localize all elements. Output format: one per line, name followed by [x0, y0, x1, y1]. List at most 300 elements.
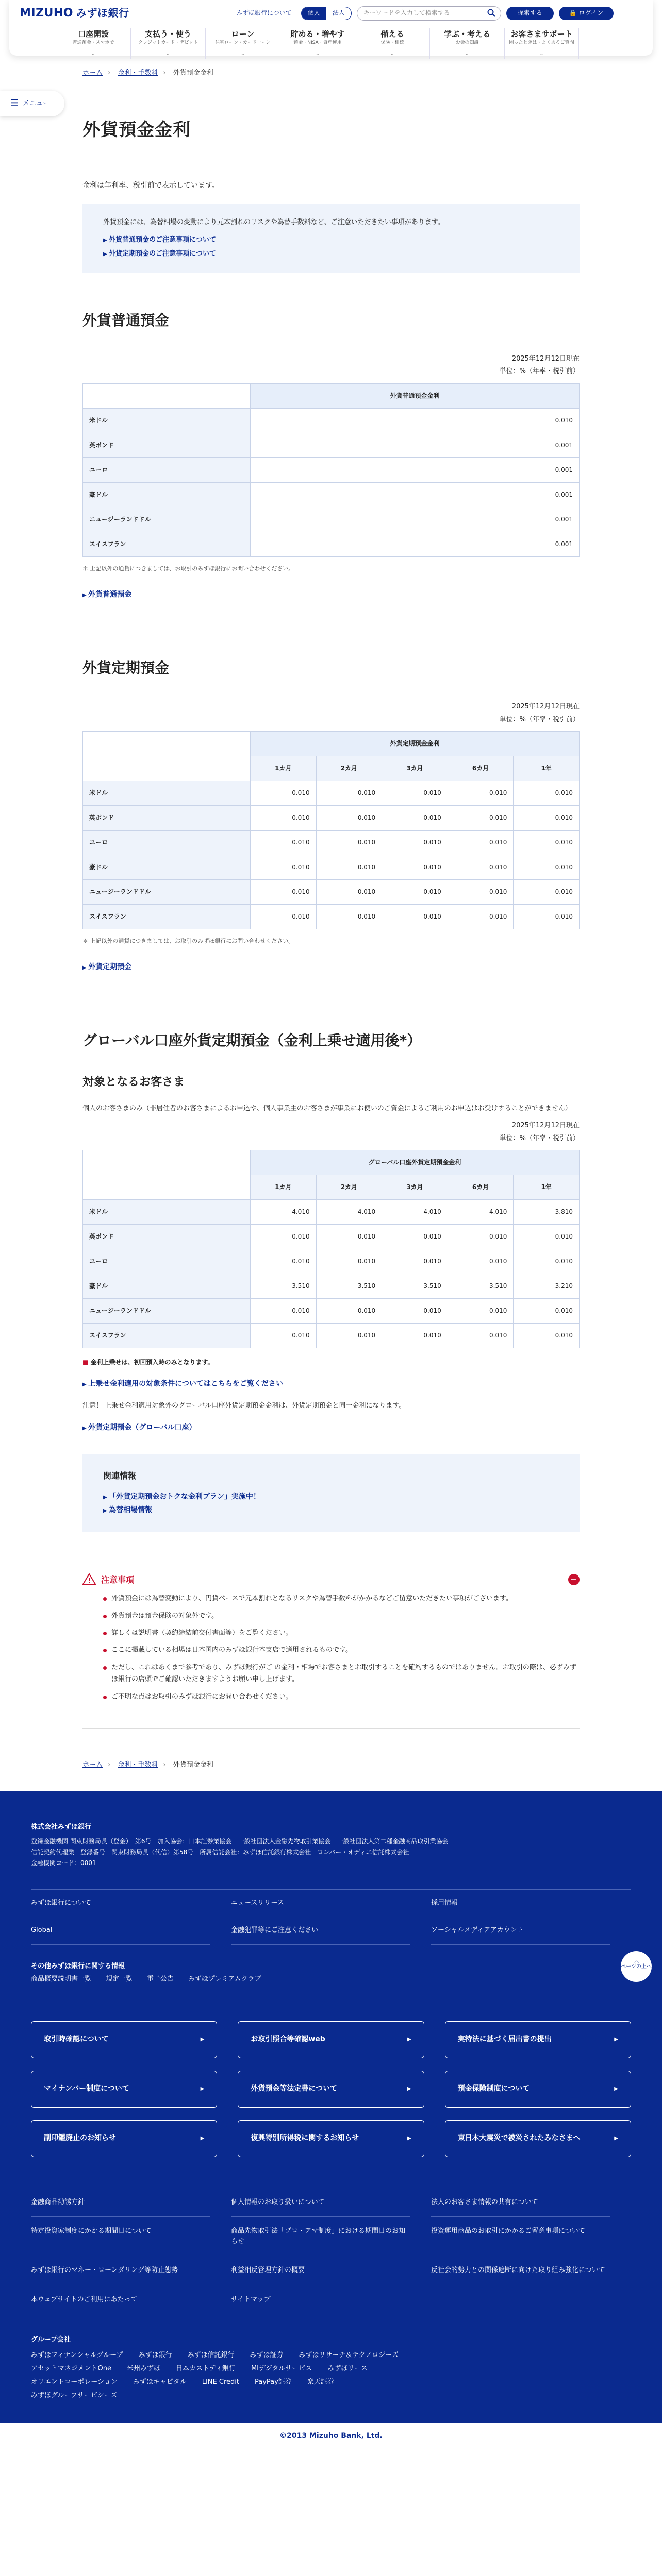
table-header-row	[83, 1175, 580, 1200]
group-company-link[interactable]: 楽天証券	[307, 2378, 334, 2386]
rate-date: 2025年12月12日現在	[511, 702, 580, 710]
policy-link[interactable]: サイトマップ	[231, 2285, 410, 2315]
teiki-table	[82, 731, 580, 929]
rate-cell: 3.210	[514, 1274, 580, 1299]
rate-cell: 0.010	[251, 781, 317, 806]
policy-link[interactable]: 投資運用商品のお取引にかかるご留意事項について	[431, 2217, 610, 2256]
rate-cell: 0.010	[448, 781, 514, 806]
nav-item-sub: 住宅ローン・カードローン	[215, 40, 271, 45]
breadcrumb-rates[interactable]: 金利・手数料	[118, 69, 158, 77]
rate-cell: 0.010	[251, 855, 317, 880]
rate-cell: 0.001	[251, 483, 580, 507]
rate-meta	[82, 353, 580, 378]
currency-cell: 豪ドル	[83, 855, 251, 880]
group-company-link[interactable]: アセットマネジメントOne	[31, 2364, 111, 2372]
rate-cell: 0.010	[251, 831, 317, 855]
table-row	[83, 1324, 580, 1348]
column-header: 1カ月	[251, 756, 317, 781]
rate-cell: 0.010	[514, 831, 580, 855]
rate-cell: 3.510	[251, 1274, 317, 1299]
notice-button-label: お取引照合等確認web	[251, 2035, 325, 2044]
logo-jp: みずほ銀行	[76, 7, 129, 19]
section-heading: 外貨定期預金	[82, 659, 170, 677]
column-header: 1年	[514, 1175, 580, 1200]
table-footnote: ＊ 上記以外の通貨につきましては、お取引のみずほ銀行にお問い合わせください。	[82, 565, 294, 572]
rate-cell: 3.510	[382, 1274, 448, 1299]
breadcrumb-home[interactable]: ホーム	[82, 69, 103, 77]
group-company-link[interactable]: MIデジタルサービス	[251, 2364, 312, 2372]
table-header-row	[83, 756, 580, 781]
rate-cell: 0.010	[316, 781, 382, 806]
condition-link[interactable]: ▶ 上乗せ金利適用の対象条件についてはこちらをご覧ください	[82, 1378, 580, 1389]
group-company-link[interactable]: 日本カストディ銀行	[175, 2364, 236, 2372]
group-company-link[interactable]: みずほグループサービシーズ	[31, 2391, 118, 2399]
table-corner	[83, 1150, 251, 1175]
table-corner	[83, 732, 251, 756]
footer-link[interactable]: Global	[31, 1917, 210, 1945]
caution-header[interactable]	[82, 1573, 580, 1587]
table-row	[83, 905, 580, 929]
header-card	[9, 0, 653, 56]
column-header: 3カ月	[382, 756, 448, 781]
currency-cell: ニュージーランドドル	[83, 1299, 251, 1324]
rate-meta	[82, 701, 580, 726]
rate-cell: 0.010	[316, 905, 382, 929]
group-companies	[31, 2335, 631, 2423]
caution-list	[82, 1592, 580, 1703]
table-row	[83, 433, 580, 458]
chevron-down-icon: ⌄	[539, 50, 544, 57]
teiki-link[interactable]: ▶ 外貨定期預金	[82, 961, 580, 973]
currency-cell: ニュージーランドドル	[83, 507, 251, 532]
table-corner	[83, 1175, 251, 1200]
section-heading: グローバル口座外貨定期預金（金利上乗せ適用後*）	[82, 1032, 422, 1049]
rate-cell: 0.010	[251, 880, 317, 905]
table-row	[83, 458, 580, 483]
rate-cell: 0.010	[251, 1225, 317, 1249]
table-row	[83, 1299, 580, 1324]
chevron-right-icon: ›	[163, 69, 166, 77]
policy-link[interactable]: 個人情報のお取り扱いについて	[231, 2188, 410, 2217]
menu-button[interactable]	[0, 91, 64, 116]
group-title: グループ会社	[31, 2336, 71, 2344]
footer-link[interactable]: 金融犯罪等にご注意ください	[231, 1917, 410, 1945]
related-title: 関連情報	[103, 1471, 137, 1481]
triangle-right-icon: ▶	[407, 2135, 411, 2141]
nav-item-title: 貯める・増やす	[290, 29, 345, 39]
lock-icon: 🔒	[569, 9, 579, 17]
currency-cell: スイスフラン	[83, 1324, 251, 1348]
caution-item: 外貨預金には為替変動により、円貨ベースで元本割れとなるリスクや為替手数料がかかるなどご留意いただきたい事項がございます。	[103, 1592, 580, 1604]
rate-cell: 0.010	[251, 409, 580, 433]
nav-item[interactable]	[504, 28, 579, 59]
caution-item: ここに掲載している相場は日本国内のみずほ銀行本支店で適用されるものです。	[103, 1644, 580, 1656]
footer-link[interactable]: 採用情報	[431, 1890, 610, 1918]
nav-item[interactable]	[130, 28, 205, 59]
notice-button[interactable]	[445, 2021, 631, 2058]
nav-item[interactable]	[280, 28, 355, 59]
rate-meta	[82, 1120, 580, 1145]
rate-date: 2025年12月12日現在	[511, 1122, 580, 1130]
group-row	[31, 2362, 631, 2376]
notice-button-label: 実特法に基づく届出書の提出	[457, 2035, 552, 2044]
warning-icon	[82, 1573, 96, 1585]
group-company-link[interactable]: みずほ銀行	[138, 2351, 172, 2359]
currency-cell: スイスフラン	[83, 905, 251, 929]
copyright: ©2013 Mizuho Bank, Ltd.	[0, 2423, 662, 2452]
section-futsu	[82, 309, 580, 600]
notice-button[interactable]	[445, 2071, 631, 2108]
notice-button-label: 東日本大震災で被災されたみなさまへ	[457, 2134, 581, 2143]
rate-cell: 0.010	[382, 781, 448, 806]
notice-box	[82, 204, 580, 273]
notice-button[interactable]	[445, 2120, 631, 2157]
column-header: 2カ月	[316, 756, 382, 781]
table-caption: 外貨普通預金金利	[251, 384, 580, 409]
rate-cell: 4.010	[448, 1200, 514, 1225]
main-nav	[56, 28, 579, 59]
group-company-link[interactable]: みずほキャピタル	[133, 2378, 187, 2386]
chevron-down-icon: ⌄	[465, 50, 470, 57]
policy-link[interactable]: 反社会的勢力との関係遮断に向けた取り組み強化について	[431, 2256, 610, 2285]
nav-item-sub: 預金・NISA・資産運用	[293, 40, 342, 45]
table-row	[83, 483, 580, 507]
column-header: 1年	[514, 756, 580, 781]
rate-cell: 0.010	[382, 1249, 448, 1274]
group-company-link[interactable]: 米州みずほ	[126, 2364, 160, 2372]
rate-cell: 0.010	[382, 831, 448, 855]
rate-cell: 0.010	[251, 1324, 317, 1348]
nav-item-title: 支払う・使う	[144, 29, 191, 39]
notice-button[interactable]	[31, 2021, 217, 2058]
caution-item: 詳しくは説明書（契約締結前交付書面等）をご覧ください。	[103, 1627, 580, 1639]
group-company-link[interactable]: オリエントコーポレーション	[31, 2378, 118, 2386]
table-row	[83, 1274, 580, 1299]
top-nav	[236, 6, 614, 21]
rate-cell: 0.010	[316, 880, 382, 905]
table-row	[83, 1200, 580, 1225]
currency-cell: ユーロ	[83, 1249, 251, 1274]
main-content	[0, 116, 662, 1729]
notice-button[interactable]	[238, 2071, 424, 2108]
nav-item[interactable]	[429, 28, 504, 59]
table-row	[83, 507, 580, 532]
rate-cell: 0.010	[251, 1299, 317, 1324]
notice-button[interactable]	[238, 2021, 424, 2058]
table-row	[83, 855, 580, 880]
rate-cell: 0.010	[251, 806, 317, 831]
rate-cell: 0.010	[448, 1225, 514, 1249]
currency-cell: 米ドル	[83, 1200, 251, 1225]
table-corner	[83, 756, 251, 781]
nav-item-sub: 困ったときは・よくあるご質問	[509, 40, 574, 45]
group-company-link[interactable]: みずほフィナンシャルグループ	[31, 2351, 123, 2359]
search-button[interactable]: 探索する	[506, 7, 554, 20]
currency-cell: ニュージーランドドル	[83, 880, 251, 905]
currency-cell: ユーロ	[83, 458, 251, 483]
table-row	[83, 1225, 580, 1249]
rate-cell: 0.010	[448, 880, 514, 905]
nav-item[interactable]	[56, 28, 130, 59]
bonus-note: ■ 金利上乗せは、初回預入時のみとなります。	[82, 1358, 580, 1367]
company-info-line: 金融機関コード：0001	[31, 1859, 96, 1867]
chevron-down-icon: ⌄	[315, 50, 320, 57]
rate-cell: 0.001	[251, 507, 580, 532]
caution-item: ご不明な点はお取引のみずほ銀行にお問い合わせください。	[103, 1691, 580, 1703]
rate-cell: 0.010	[514, 1249, 580, 1274]
notice-buttons	[31, 2021, 631, 2157]
chevron-down-icon: ⌄	[91, 50, 96, 57]
column-header: 6カ月	[448, 1175, 514, 1200]
rate-cell: 0.010	[448, 905, 514, 929]
rate-cell: 0.010	[382, 1299, 448, 1324]
rate-cell: 0.010	[382, 806, 448, 831]
triangle-right-icon: ▶	[200, 2036, 205, 2042]
related-box	[82, 1454, 580, 1531]
segment-corporate[interactable]: 法人	[332, 9, 345, 17]
section-teiki	[82, 657, 580, 973]
footer-link[interactable]: みずほ銀行について	[31, 1890, 210, 1918]
rate-cell: 0.010	[382, 880, 448, 905]
rate-cell: 0.010	[448, 1324, 514, 1348]
futsu-table	[82, 383, 580, 557]
group-company-link[interactable]: PayPay証券	[254, 2378, 292, 2386]
rate-cell: 0.010	[448, 855, 514, 880]
group-company-link[interactable]: LINE Credit	[202, 2378, 239, 2386]
caution-panel	[82, 1563, 580, 1729]
rate-cell: 0.010	[514, 781, 580, 806]
rate-cell: 0.010	[448, 1249, 514, 1274]
triangle-right-icon: ▶	[614, 2086, 618, 2092]
rate-date: 2025年12月12日現在	[511, 354, 580, 363]
group-company-link[interactable]: みずほ信託銀行	[187, 2351, 235, 2359]
nav-item-title: 学ぶ・考える	[443, 29, 490, 39]
nav-item[interactable]	[205, 28, 280, 59]
currency-cell: 豪ドル	[83, 1274, 251, 1299]
table-caption: グローバル口座外貨定期預金金利	[251, 1150, 580, 1175]
segment-toggle	[301, 7, 352, 20]
page-top-button[interactable]	[621, 1951, 652, 1982]
rate-cell: 0.010	[316, 1324, 382, 1348]
nav-item-sub: クレジットカード・デビット	[138, 40, 198, 45]
company-info	[31, 1836, 631, 1869]
triangle-right-icon: ▶	[614, 2036, 618, 2042]
nav-item-title: ローン	[231, 29, 255, 39]
notice-text: 外貨預金には、為替相場の変動により元本割れのリスクや為替手数料など、ご注意いただきたい事項があります。	[103, 218, 444, 226]
group-row	[31, 2376, 631, 2389]
group-company-link[interactable]: みずほリサーチ＆テクノロジーズ	[299, 2351, 399, 2359]
footer-link[interactable]: ニュースリリース	[231, 1890, 410, 1918]
collapse-icon[interactable]: −	[568, 1574, 580, 1585]
breadcrumb	[0, 62, 662, 85]
group-row	[31, 2349, 631, 2362]
group-company-link[interactable]: みずほ証券	[250, 2351, 284, 2359]
rate-cell: 0.010	[514, 806, 580, 831]
rate-cell: 4.010	[251, 1200, 317, 1225]
currency-cell: 英ポンド	[83, 433, 251, 458]
footer-link[interactable]: ソーシャルメディアアカウント	[431, 1917, 610, 1945]
rate-cell: 0.010	[316, 855, 382, 880]
other-info-links	[31, 1974, 631, 1985]
group-company-link[interactable]: みずほリース	[327, 2364, 368, 2372]
chevron-right-icon: ›	[108, 69, 111, 77]
footer-links	[31, 1889, 631, 1945]
policy-link[interactable]: 特定投資家制度にかかる期間日について	[31, 2217, 210, 2256]
policy-link[interactable]: みずほ銀行のマネー・ローンダリング等防止態勢	[31, 2256, 210, 2285]
breadcrumb-bottom	[0, 1729, 662, 1791]
nav-item-sub: 普通預金・スマホで	[72, 40, 114, 45]
rate-cell: 0.010	[448, 831, 514, 855]
rate-cell: 0.010	[448, 1299, 514, 1324]
login-label: ログイン	[578, 9, 603, 17]
rate-cell: 0.010	[382, 1225, 448, 1249]
nav-item[interactable]	[355, 28, 429, 59]
rate-cell: 3.510	[316, 1274, 382, 1299]
table-row	[83, 409, 580, 433]
table-header-row	[83, 1150, 580, 1175]
column-header: 6カ月	[448, 756, 514, 781]
company-info-line: 信託契約代理業 登録番号 関東財務局長（代信）第58号 所属信託会社：みずほ信託銀行株式会社 ロンバー・オディエ信託株式会社	[31, 1848, 409, 1856]
other-info-title: その他みずほ銀行に関する情報	[31, 1962, 125, 1971]
column-header: 2カ月	[316, 1175, 382, 1200]
logo[interactable]	[20, 4, 129, 22]
table-row	[83, 831, 580, 855]
table-row	[83, 781, 580, 806]
policy-link[interactable]: 利益相反管理方針の概要	[231, 2256, 410, 2285]
triangle-right-icon: ▶	[407, 2086, 411, 2092]
notice-button-label: 取引時確認について	[44, 2035, 109, 2044]
notice-button[interactable]	[31, 2071, 217, 2108]
section-heading: 外貨普通預金	[82, 311, 170, 329]
nav-item-title: 口座開設	[77, 29, 109, 39]
breadcrumb-home[interactable]: ホーム	[82, 1760, 103, 1769]
page-top-label: ページの上へ	[621, 1963, 652, 1970]
rate-cell: 0.010	[316, 806, 382, 831]
policy-link[interactable]: 法人のお客さま情報の共有について	[431, 2188, 610, 2217]
rate-unit: 単位：%（年率・税引前）	[499, 1134, 580, 1142]
table-row	[83, 880, 580, 905]
chevron-down-icon: ⌄	[166, 50, 171, 57]
column-header: 3カ月	[382, 1175, 448, 1200]
target-description: 個人のお客さまのみ（非居住者のお客さまによるお申込や、個人事業主のお客さまが事業にお使いのご資金によるご利用のお申込はお受けすることができません）	[82, 1105, 572, 1113]
search-input[interactable]	[357, 6, 501, 21]
notice-button-label: 副印鑑廃止のお知らせ	[44, 2134, 116, 2143]
related-link-fx[interactable]: ▶ 為替相場情報	[103, 1504, 559, 1516]
table-row	[83, 532, 580, 557]
site-header	[0, 0, 662, 62]
rate-cell: 0.010	[448, 806, 514, 831]
policy-link[interactable]: 本ウェブサイトのご利用にあたって	[31, 2285, 210, 2315]
other-info-link[interactable]: 商品概要説明書一覧	[31, 1975, 92, 1983]
table-row	[83, 1249, 580, 1274]
notice-link-futsu[interactable]: ▶ 外貨普通預金のご注意事項について	[103, 235, 559, 246]
rate-cell: 0.010	[316, 1225, 382, 1249]
rate-cell: 0.010	[514, 1299, 580, 1324]
about-link[interactable]: みずほ銀行について	[236, 9, 292, 17]
notice-link-teiki[interactable]: ▶ 外貨定期預金のご注意事項について	[103, 249, 559, 260]
other-info-link[interactable]: みずほプレミアムクラブ	[188, 1975, 261, 1983]
rate-cell: 0.010	[382, 1324, 448, 1348]
rate-cell: 0.001	[251, 458, 580, 483]
column-header: 1カ月	[251, 1175, 317, 1200]
global-note: 注意！ 上乗せ金利適用対象外のグローバル口座外貨定期預金金利は、外貨定期預金と同一金利になります。	[82, 1402, 406, 1410]
caution-item: ただし、これはあくまで参考であり、みずほ銀行がご の金利・相場でお客さまとお取引することを確約するものではありません。お取引の際は、必ずみずほ銀行の店頭でご確認いただきますようお願い申し上げます。	[103, 1662, 580, 1686]
table-corner	[83, 384, 251, 409]
rate-cell: 0.001	[251, 433, 580, 458]
global-link[interactable]: ▶ 外貨定期預金（グローバル口座）	[82, 1422, 580, 1433]
triangle-right-icon: ▶	[407, 2036, 411, 2042]
rate-cell: 0.001	[251, 532, 580, 557]
rate-cell: 3.810	[514, 1200, 580, 1225]
policy-link[interactable]: 商品先物取引法「プロ・アマ制度」における期間日のお知らせ	[231, 2217, 410, 2256]
table-header-row	[83, 732, 580, 756]
segment-personal[interactable]: 個人	[302, 7, 326, 19]
login-button[interactable]	[559, 7, 614, 20]
chevron-up-icon: ︿	[634, 1958, 639, 1964]
rate-cell: 4.010	[316, 1200, 382, 1225]
table-row	[83, 806, 580, 831]
rate-cell: 4.010	[382, 1200, 448, 1225]
rate-cell: 0.010	[316, 1299, 382, 1324]
breadcrumb-rates[interactable]: 金利・手数料	[118, 1760, 158, 1769]
other-info-link[interactable]: 規定一覧	[106, 1975, 133, 1983]
chevron-right-icon: ›	[163, 1760, 166, 1769]
company-info-line: 登録金融機関 関東財務局長（登金） 第6号 加入協会：日本証券業協会 一般社団法人金融先物取引業協会 一般社団法人第二種金融商品取引業協会	[31, 1837, 449, 1845]
notice-button[interactable]	[238, 2120, 424, 2157]
currency-cell: 米ドル	[83, 409, 251, 433]
rate-cell: 0.010	[514, 905, 580, 929]
rate-unit: 単位：%（年率・税引前）	[499, 715, 580, 723]
related-link-plan[interactable]: ▶ 「外貨定期預金おトクな金利プラン」実施中！	[103, 1491, 559, 1502]
notice-button-label: マイナンバー制度について	[44, 2084, 129, 2093]
nav-item-title: 備える	[380, 29, 404, 39]
rate-cell: 0.010	[382, 905, 448, 929]
group-row	[31, 2389, 631, 2402]
chevron-down-icon: ⌄	[390, 50, 395, 57]
currency-cell: 豪ドル	[83, 483, 251, 507]
nav-item-sub: お金の知識	[455, 40, 479, 45]
notice-button-label: 復興特別所得税に関するお知らせ	[251, 2134, 359, 2143]
rate-cell: 0.010	[251, 905, 317, 929]
chevron-right-icon: ›	[108, 1760, 111, 1769]
notice-button[interactable]	[31, 2120, 217, 2157]
currency-cell: ユーロ	[83, 831, 251, 855]
company-name: 株式会社みずほ銀行	[31, 1823, 92, 1831]
policy-links	[31, 2188, 631, 2315]
sub-heading: 対象となるお客さま	[82, 1076, 185, 1089]
futsu-link[interactable]: ▶ 外貨普通預金	[82, 589, 580, 600]
rate-cell: 0.010	[316, 1249, 382, 1274]
currency-cell: スイスフラン	[83, 532, 251, 557]
other-info-link[interactable]: 電子公告	[147, 1975, 174, 1983]
triangle-right-icon: ▶	[200, 2135, 205, 2141]
triangle-right-icon: ▶	[614, 2135, 618, 2141]
section-global	[82, 1029, 580, 1729]
hamburger-icon: ☰	[10, 97, 19, 109]
rate-cell: 0.010	[514, 1324, 580, 1348]
rate-cell: 0.010	[251, 1249, 317, 1274]
global-table	[82, 1150, 580, 1348]
search-placeholder: キーワードを入力して検索する	[363, 9, 450, 17]
currency-cell: 米ドル	[83, 781, 251, 806]
breadcrumb-current: 外貨預金金利	[173, 69, 213, 77]
search-icon[interactable]	[487, 9, 495, 17]
site-footer	[0, 1791, 662, 2423]
caution-item: 外貨預金は預金保険の対象外です。	[103, 1610, 580, 1622]
menu-label: メニュー	[23, 99, 50, 107]
rate-unit: 単位：%（年率・税引前）	[499, 367, 580, 376]
policy-link[interactable]: 金融商品勧誘方針	[31, 2188, 210, 2217]
